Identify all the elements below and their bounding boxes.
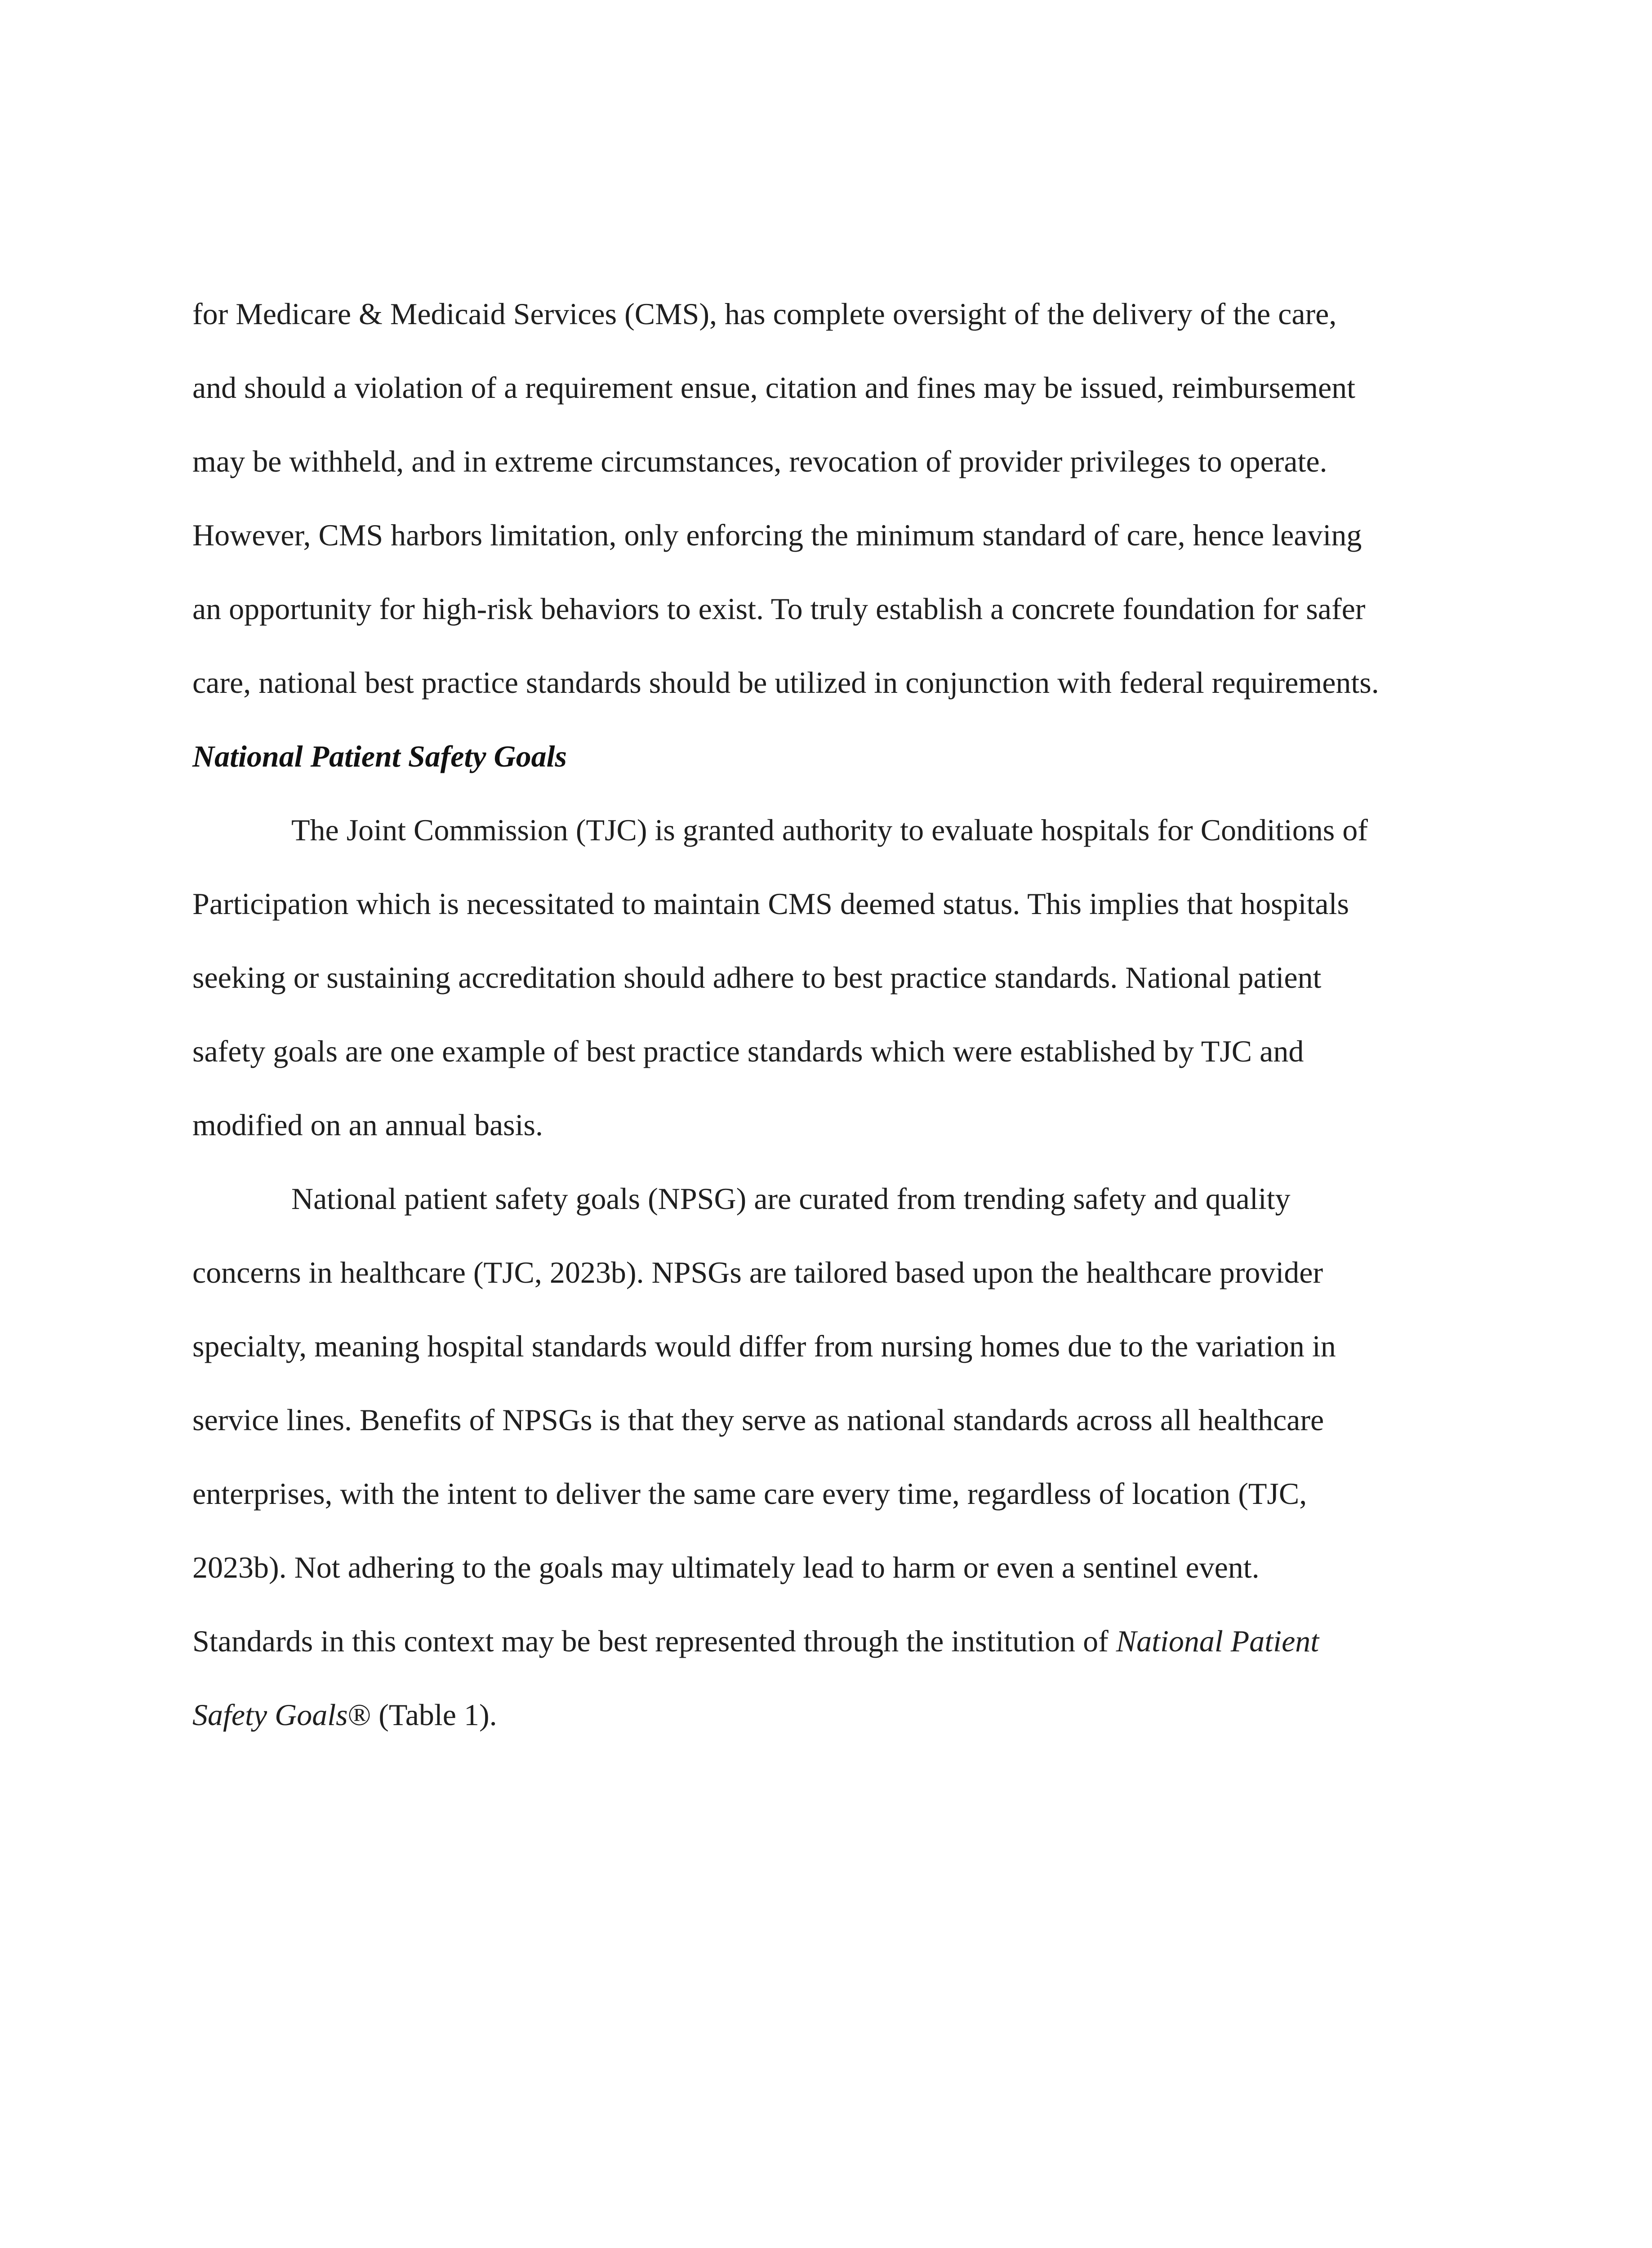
paragraph-3-line-3: specialty, meaning hospital standards would differ from nursing homes due to the variation in (192, 1329, 1336, 1363)
table-reference-text: ® (Table 1). (347, 1698, 497, 1732)
paragraph-3-line-6: 2023b). Not adhering to the goals may ultimately lead to harm or even a sentinel event. (192, 1550, 1260, 1584)
paragraph-2-line-2: Participation which is necessitated to maintain CMS deemed status. This implies that hospitals (192, 887, 1349, 921)
paragraph-2-line-5: modified on an annual basis. (192, 1108, 543, 1142)
paragraph-2-line-4: safety goals are one example of best practice standards which were established by TJC and (192, 1034, 1304, 1068)
paragraph-2-line-1: The Joint Commission (TJC) is granted authority to evaluate hospitals for Conditions of (291, 813, 1368, 847)
paragraph-3-line-5: enterprises, with the intent to deliver the same care every time, regardless of location (TJC, (192, 1476, 1307, 1511)
paragraph-2-line-3: seeking or sustaining accreditation should adhere to best practice standards. National patient (192, 960, 1322, 995)
paragraph-1-line-4: However, CMS harbors limitation, only enforcing the minimum standard of care, hence leaving (192, 518, 1362, 552)
paragraph-3-line-7-text: Standards in this context may be best represented through the institution of (192, 1624, 1116, 1658)
paragraph-3-line-4: service lines. Benefits of NPSGs is that they serve as national standards across all healthcare (192, 1403, 1324, 1437)
paragraph-1-line-2: and should a violation of a requirement ensue, citation and fines may be issued, reimbursement (192, 370, 1356, 405)
italic-title-part-1: National Patient (1116, 1624, 1319, 1658)
paragraph-1-line-5: an opportunity for high-risk behaviors to exist. To truly establish a concrete foundation for safer (192, 592, 1366, 626)
paragraph-3-line-7 (192, 1623, 1319, 1659)
paragraph-1-line-3: may be withheld, and in extreme circumstances, revocation of provider privileges to operate. (192, 444, 1327, 478)
italic-title-part-2: Safety Goals (192, 1698, 348, 1732)
paragraph-3-line-2: concerns in healthcare (TJC, 2023b). NPSGs are tailored based upon the healthcare provider (192, 1255, 1323, 1289)
paragraph-3-line-8 (192, 1697, 497, 1733)
paragraph-3-line-1: National patient safety goals (NPSG) are curated from trending safety and quality (291, 1182, 1291, 1216)
section-heading: National Patient Safety Goals (192, 739, 567, 773)
paragraph-1-line-6: care, national best practice standards should be utilized in conjunction with federal requirements. (192, 665, 1379, 700)
paragraph-1-line-1: for Medicare & Medicaid Services (CMS), has complete oversight of the delivery of the care, (192, 297, 1337, 331)
